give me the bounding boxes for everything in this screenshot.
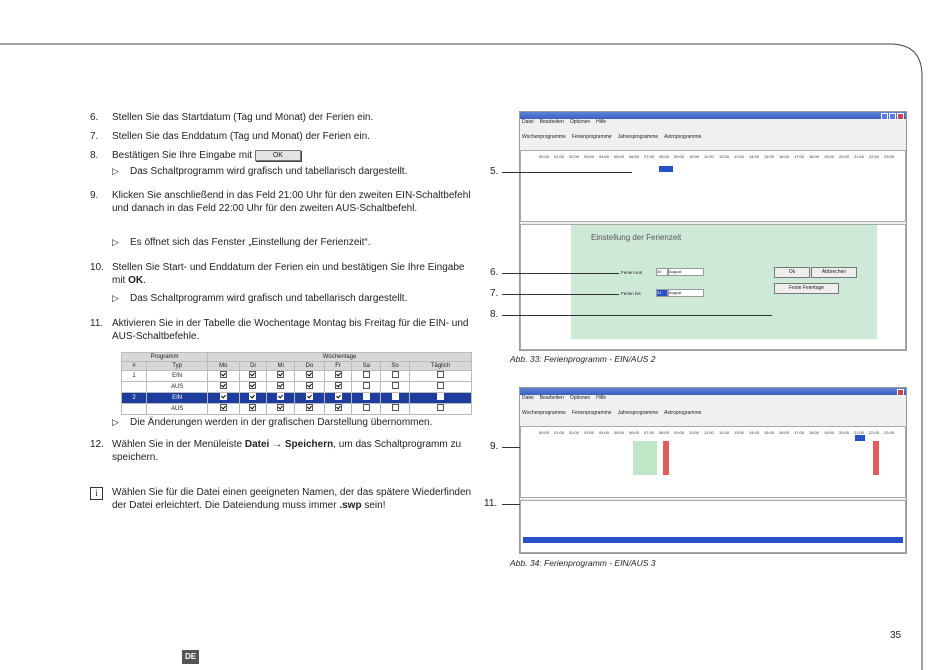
selected-row [523, 537, 903, 543]
column-header: Do [295, 362, 325, 371]
hour-tick-label: 08:00 [659, 154, 670, 159]
close-icon [897, 113, 904, 120]
step-number: 7. [90, 131, 99, 142]
hour-tick-label: 12:00 [719, 430, 730, 435]
checkbox-unchecked[interactable] [392, 404, 399, 411]
day-cell [267, 382, 295, 393]
day-cell [239, 371, 267, 382]
hour-tick-label: 18:00 [809, 430, 820, 435]
hour-tick-label: 11:00 [704, 430, 714, 435]
von-month-select[interactable]: August [668, 268, 704, 276]
day-cell [409, 404, 471, 415]
hour-tick-label: 12:00 [719, 154, 730, 159]
week-grid [520, 426, 906, 498]
schedule-block [659, 166, 673, 172]
callout-11: 11. [484, 498, 498, 509]
hour-tick-label: 02:00 [569, 430, 580, 435]
table-row[interactable] [122, 393, 472, 404]
day-cell [239, 393, 267, 404]
step-text: Klicken Sie anschließend in das Feld 21:00 Uhr für den zweiten EIN-Schaltbefehl und danach in das Feld 22:00 Uhr für den zweiten AUS-Schaltbefehl. [112, 190, 471, 214]
group-header-days: Wochentage [208, 353, 472, 362]
group-header-program: Programm [122, 353, 208, 362]
day-cell [352, 371, 381, 382]
checkbox-unchecked[interactable] [437, 371, 444, 378]
hour-tick-label: 22:00 [869, 154, 880, 159]
checkbox-checked[interactable] [335, 371, 342, 378]
day-cell [208, 404, 239, 415]
day-cell [324, 393, 352, 404]
callout-5: 5. [490, 166, 499, 177]
checkbox-unchecked[interactable] [363, 393, 370, 400]
checkbox-checked[interactable] [306, 371, 313, 378]
von-day-select[interactable]: 30 [656, 268, 668, 276]
callout-7: 7. [490, 288, 499, 299]
checkbox-unchecked[interactable] [363, 404, 370, 411]
step-number: 11. [90, 318, 104, 329]
day-cell [295, 371, 325, 382]
table-row[interactable] [122, 404, 472, 415]
triangle-right-icon: ▷ [112, 166, 119, 176]
hour-tick-label: 06:00 [629, 154, 640, 159]
ok-button[interactable]: Ok [774, 267, 810, 278]
day-cell [324, 371, 352, 382]
hour-tick-label: 08:00 [659, 430, 670, 435]
column-header: Fr [324, 362, 352, 371]
column-header: # [122, 362, 147, 371]
figure-34-caption: Abb. 34: Ferienprogramm - EIN/AUS 3 [510, 558, 656, 568]
abbrechen-button[interactable]: Abbrechen [811, 267, 857, 278]
callout-line [502, 504, 520, 505]
day-cell [409, 382, 471, 393]
row-type: EIN [147, 371, 208, 382]
row-number [122, 404, 147, 415]
hour-tick-label: 21:00 [854, 430, 865, 435]
row-type: EIN [147, 393, 208, 404]
checkbox-checked[interactable] [220, 404, 227, 411]
checkbox-checked[interactable] [277, 404, 284, 411]
bis-month-select[interactable]: August [668, 289, 704, 297]
column-header: So [381, 362, 410, 371]
hour-tick-label: 03:00 [584, 154, 595, 159]
hour-tick-label: 15:00 [764, 430, 775, 435]
callout-8: 8. [490, 309, 499, 320]
day-cell [208, 393, 239, 404]
info-icon: i [90, 487, 103, 500]
checkbox-checked[interactable] [306, 382, 313, 389]
checkbox-checked[interactable] [249, 382, 256, 389]
step-number: 6. [90, 112, 99, 123]
checkbox-checked[interactable] [335, 404, 342, 411]
callout-line [502, 294, 619, 295]
hour-tick-label: 15:00 [764, 154, 775, 159]
window-titlebar [520, 112, 906, 119]
hour-tick-label: 17:00 [794, 154, 805, 159]
hour-tick-label: 22:00 [869, 430, 880, 435]
program-table [121, 352, 472, 415]
hour-tick-label: 16:00 [779, 430, 790, 435]
step-number: 9. [90, 190, 99, 201]
hour-tick-label: 14:00 [749, 430, 760, 435]
step-text: Bestätigen Sie Ihre Eingabe mit OK [112, 149, 477, 162]
hour-tick-label: 04:00 [599, 154, 610, 159]
hour-tick-label: 07:00 [644, 430, 655, 435]
hour-tick-label: 20:00 [839, 154, 850, 159]
hour-tick-label: 07:00 [644, 154, 655, 159]
hour-tick-label: 16:00 [779, 154, 790, 159]
schedule-block [855, 435, 865, 441]
triangle-right-icon: ▷ [112, 293, 119, 303]
checkbox-checked[interactable] [249, 371, 256, 378]
dialog-title: Einstellung der Ferienzeit [591, 233, 682, 242]
language-badge: DE [182, 650, 199, 664]
day-cell [381, 382, 410, 393]
day-cell [239, 404, 267, 415]
day-cell [267, 393, 295, 404]
checkbox-unchecked[interactable] [392, 393, 399, 400]
step-number: 10. [90, 262, 104, 273]
hour-tick-label: 05:00 [614, 154, 625, 159]
hour-tick-label: 02:00 [569, 154, 580, 159]
day-cell [381, 371, 410, 382]
checkbox-checked[interactable] [277, 393, 284, 400]
hour-tick-label: 00:00 [539, 430, 550, 435]
day-cell [381, 404, 410, 415]
checkbox-unchecked[interactable] [392, 382, 399, 389]
tab-bar: Wochenprogramme Ferienprogramme Jahresprogramme Astroprogramme [522, 134, 702, 140]
day-cell [352, 382, 381, 393]
hour-tick-label: 17:00 [794, 430, 805, 435]
hour-tick-label: 06:00 [629, 430, 640, 435]
hour-tick-label: 05:00 [614, 430, 625, 435]
callout-9: 9. [490, 441, 499, 452]
day-cell [267, 404, 295, 415]
schedule-block [873, 441, 879, 475]
row-number: 1 [122, 371, 147, 382]
callout-line [502, 273, 619, 274]
ferien-von-label: Ferien von [621, 270, 643, 275]
column-header: Mo [208, 362, 239, 371]
hour-tick-label: 01:00 [554, 430, 565, 435]
callout-line [502, 315, 772, 316]
callout-6: 6. [490, 267, 499, 278]
note-text: Wählen Sie für die Datei einen geeigneten Namen, der das spätere Wiederfinden der Datei erleichtert. Die Dateiendung muss immer .swp sein! [112, 487, 472, 511]
hour-tick-label: 11:00 [704, 154, 714, 159]
checkbox-unchecked[interactable] [363, 382, 370, 389]
day-cell [352, 404, 381, 415]
page-number: 35 [890, 630, 902, 641]
column-header: Di [239, 362, 267, 371]
day-cell [208, 382, 239, 393]
window-titlebar [520, 388, 906, 395]
bis-day-select[interactable]: 31 [656, 289, 668, 297]
hour-tick-label: 14:00 [749, 154, 760, 159]
checkbox-unchecked[interactable] [363, 371, 370, 378]
minimize-icon [881, 113, 888, 120]
row-number: 2 [122, 393, 147, 404]
callout-line [502, 447, 520, 448]
hour-tick-label: 04:00 [599, 430, 610, 435]
tab-bar: Wochenprogramme Ferienprogramme Jahresprogramme Astroprogramme [522, 410, 702, 416]
hour-tick-label: 00:00 [539, 154, 550, 159]
hour-tick-label: 19:00 [824, 154, 835, 159]
table-row[interactable] [122, 382, 472, 393]
column-header: Täglich [409, 362, 471, 371]
holiday-range [633, 441, 657, 475]
feste-feiertage-button[interactable]: Feste Feiertage [774, 283, 839, 294]
checkbox-checked[interactable] [277, 382, 284, 389]
checkbox-checked[interactable] [249, 404, 256, 411]
hour-tick-label: 03:00 [584, 430, 595, 435]
ok-button-image: OK [255, 150, 301, 161]
column-header: Typ [147, 362, 208, 371]
step-number: 12. [90, 439, 104, 450]
day-cell [352, 393, 381, 404]
figure-33-caption: Abb. 33: Ferienprogramm - EIN/AUS 2 [510, 354, 656, 364]
day-cell [381, 393, 410, 404]
hour-tick-label: 20:00 [839, 430, 850, 435]
day-cell [295, 404, 325, 415]
day-cell [324, 404, 352, 415]
hour-tick-label: 23:00 [884, 430, 895, 435]
step-text: Wählen Sie in der Menüleiste Datei → Speichern, um das Schaltprogramm zu speichern. [112, 439, 462, 463]
hour-tick-label: 13:00 [734, 154, 745, 159]
hour-tick-label: 09:00 [674, 154, 685, 159]
day-cell [324, 382, 352, 393]
table-row[interactable] [122, 371, 472, 382]
week-grid [520, 150, 906, 222]
checkbox-checked[interactable] [306, 404, 313, 411]
step-text: Stellen Sie das Enddatum (Tag und Monat) der Ferien ein. [112, 131, 370, 142]
step-text: Stellen Sie das Startdatum (Tag und Monat) der Ferien ein. [112, 112, 374, 123]
maximize-icon [889, 113, 896, 120]
close-icon [897, 389, 904, 396]
hour-tick-label: 10:00 [689, 154, 700, 159]
hour-tick-label: 23:00 [884, 154, 895, 159]
hour-tick-label: 13:00 [734, 430, 745, 435]
column-header: Mi [267, 362, 295, 371]
ferien-bis-label: Ferien bis [621, 291, 641, 296]
column-header: Sa [352, 362, 381, 371]
program-list [520, 500, 906, 553]
hour-tick-label: 19:00 [824, 430, 835, 435]
checkbox-unchecked[interactable] [437, 382, 444, 389]
row-number [122, 382, 147, 393]
triangle-right-icon: ▷ [112, 417, 119, 427]
checkbox-checked[interactable] [220, 393, 227, 400]
checkbox-checked[interactable] [306, 393, 313, 400]
figure-34-screenshot [519, 387, 907, 554]
checkbox-checked[interactable] [249, 393, 256, 400]
checkbox-checked[interactable] [277, 371, 284, 378]
hour-tick-label: 09:00 [674, 430, 685, 435]
row-type: AUS [147, 404, 208, 415]
step-text: Aktivieren Sie in der Tabelle die Wochentage Montag bis Freitag für die EIN- und AUS-Schaltbefehle. [112, 318, 469, 342]
schedule-block [663, 441, 669, 475]
day-cell [409, 393, 471, 404]
day-cell [295, 382, 325, 393]
checkbox-unchecked[interactable] [392, 371, 399, 378]
checkbox-checked[interactable] [220, 371, 227, 378]
checkbox-unchecked[interactable] [437, 404, 444, 411]
day-cell [409, 371, 471, 382]
menu-bar: Datei Bearbeiten Optionen Hilfe [522, 395, 607, 401]
menu-bar: Datei Bearbeiten Optionen Hilfe [522, 119, 607, 125]
day-cell [239, 382, 267, 393]
step-number: 8. [90, 150, 99, 161]
hour-tick-label: 01:00 [554, 154, 565, 159]
row-type: AUS [147, 382, 208, 393]
day-cell [295, 393, 325, 404]
checkbox-checked[interactable] [335, 393, 342, 400]
triangle-right-icon: ▷ [112, 237, 119, 247]
checkbox-unchecked[interactable] [437, 393, 444, 400]
callout-line [502, 172, 632, 173]
day-cell [208, 371, 239, 382]
hour-tick-label: 10:00 [689, 430, 700, 435]
checkbox-checked[interactable] [220, 382, 227, 389]
hour-tick-label: 18:00 [809, 154, 820, 159]
day-cell [267, 371, 295, 382]
checkbox-checked[interactable] [335, 382, 342, 389]
ferienzeit-dialog [571, 225, 877, 339]
hour-tick-label: 21:00 [854, 154, 865, 159]
step-text: Stellen Sie Start- und Enddatum der Ferien ein und bestätigen Sie Ihre Eingabe mit OK. [112, 262, 465, 286]
